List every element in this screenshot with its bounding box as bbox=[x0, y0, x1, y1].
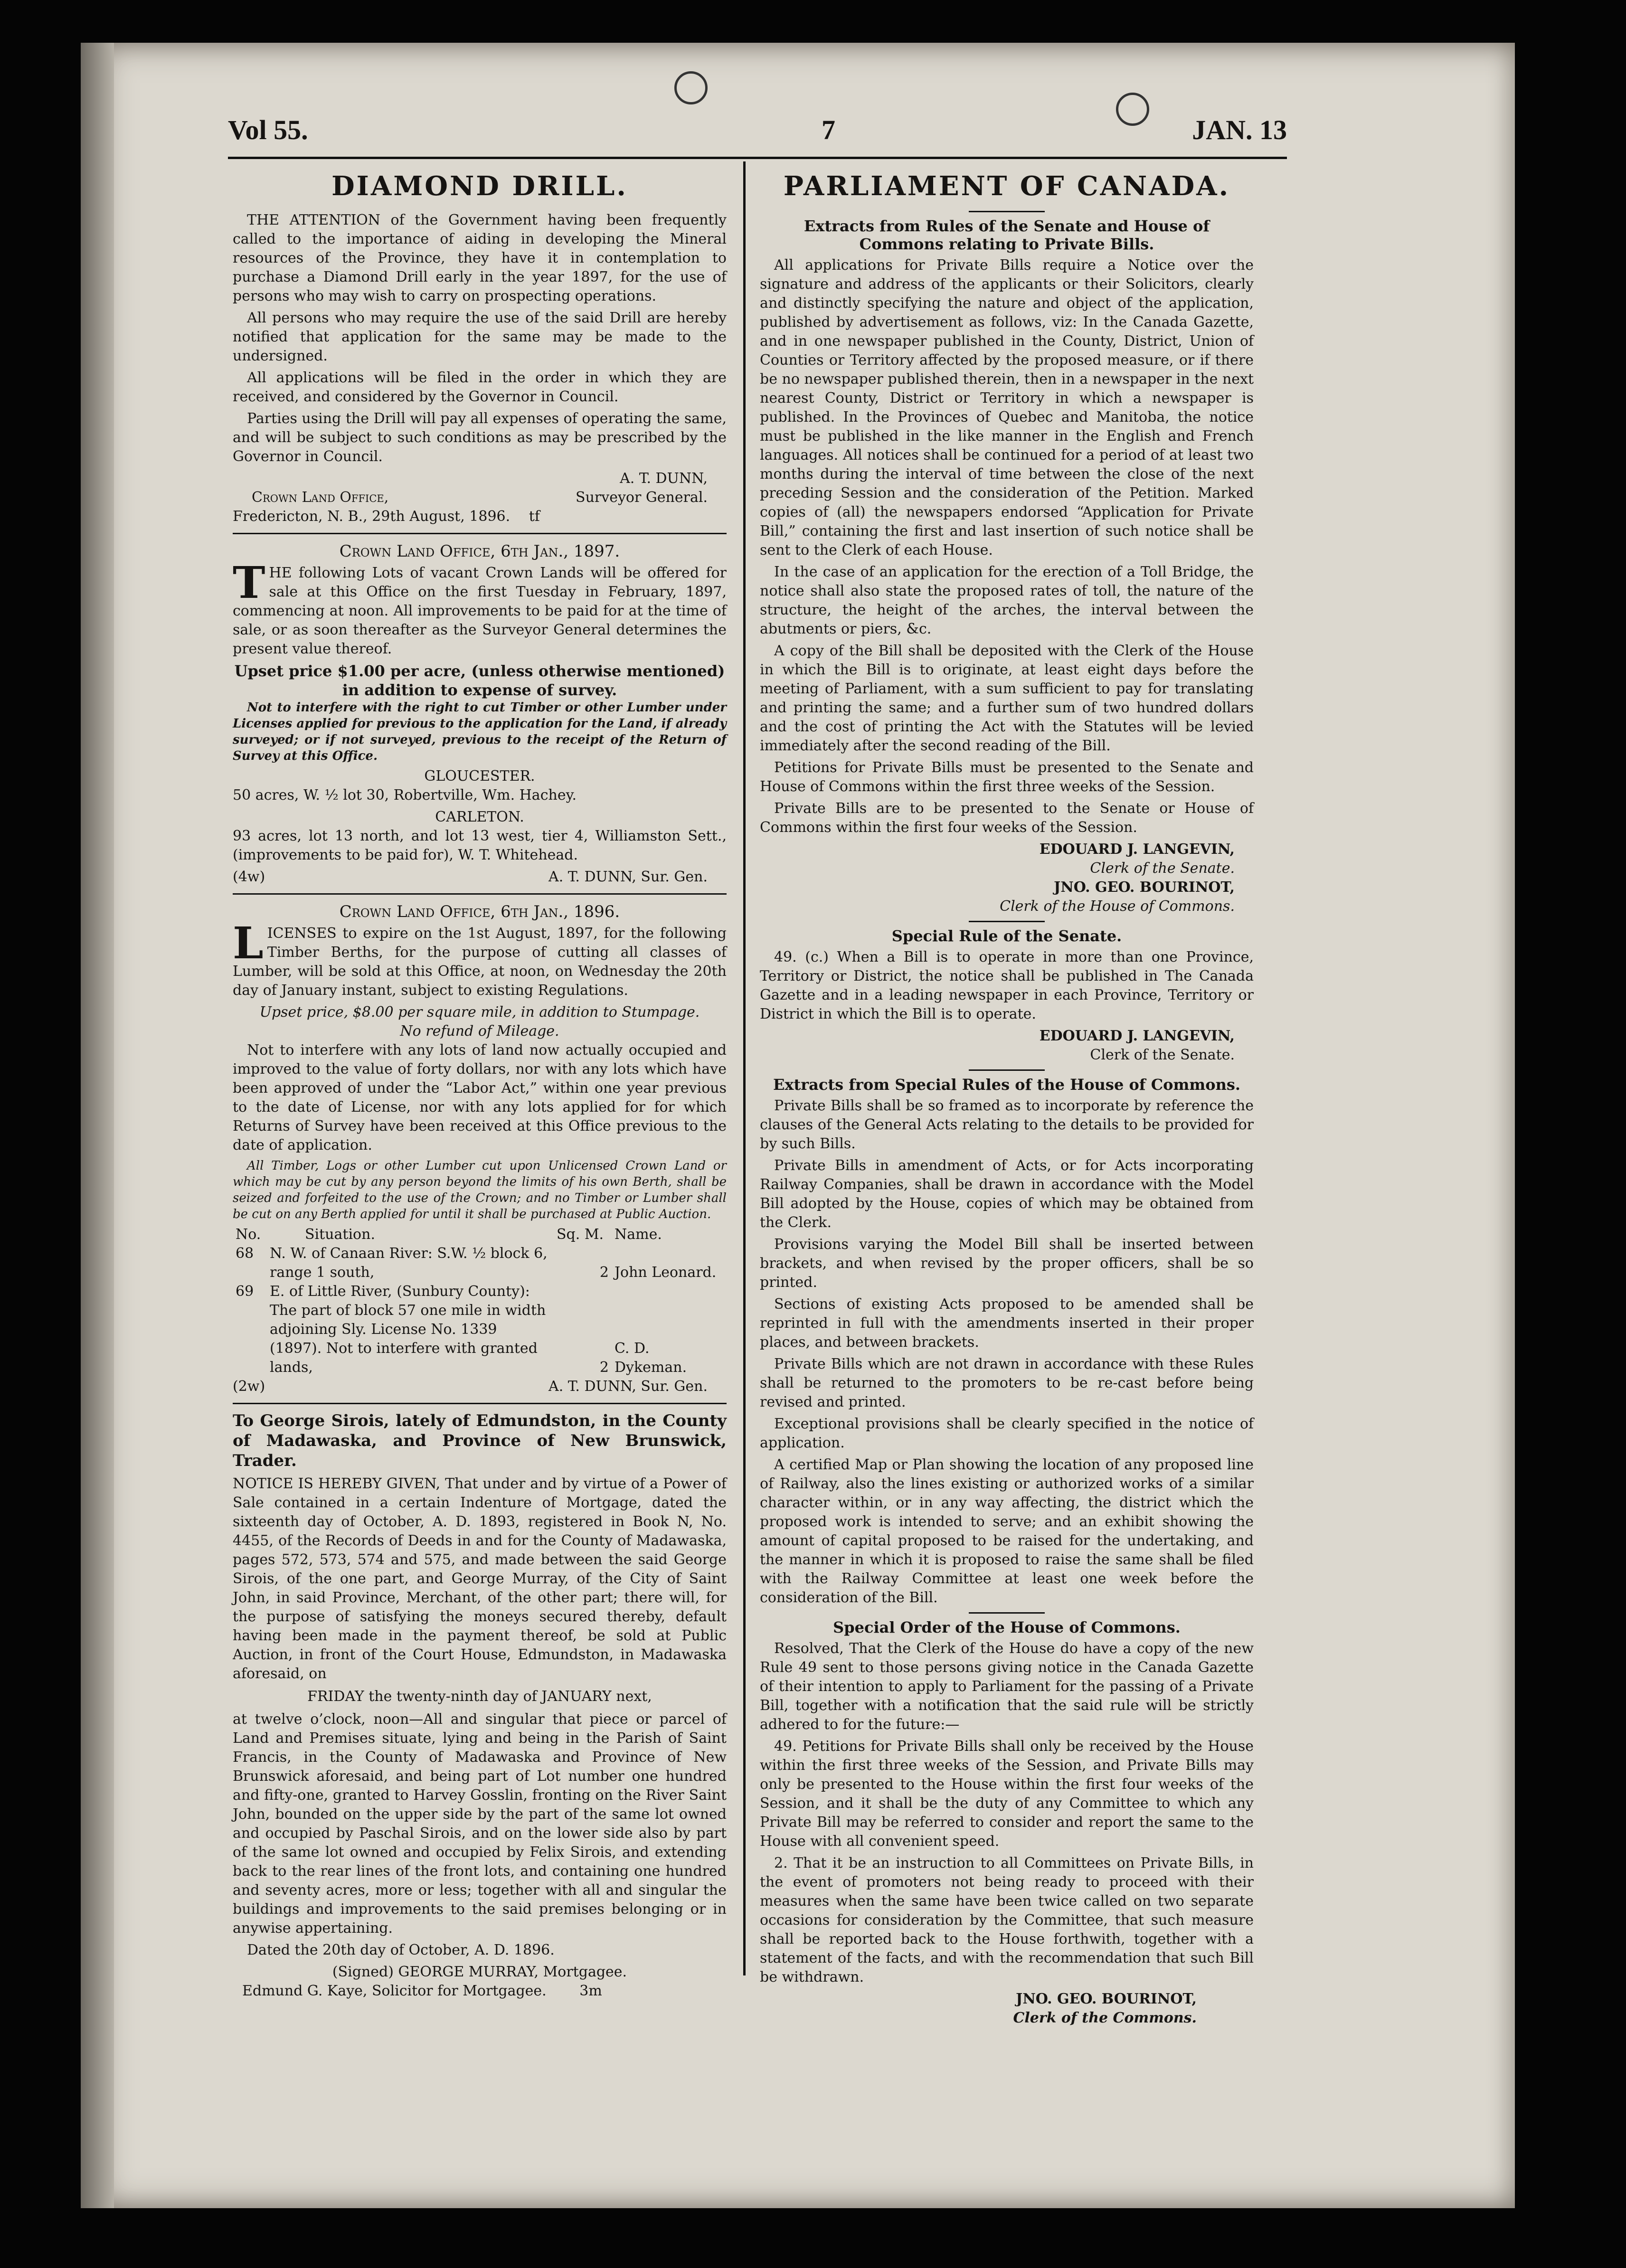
tf-mark: tf bbox=[529, 508, 540, 525]
signer: JNO. GEO. BOURINOT, bbox=[1054, 879, 1235, 896]
paragraph: Not to interfere with any lots of land now actually occupied and improved to the value of forty dollars, nor with any lots which have been approved of under the “Labor Act,” within one year previous to the date of License, nor with any lots applied for for which Returns of Survey have been received at this Office previous to the date of application. bbox=[233, 1042, 727, 1153]
column-header: No. bbox=[236, 1226, 261, 1243]
lots-body: HE following Lots of vacant Crown Lands will be offered for sale at this Office on the first Tuesday in February, 1897, commencing at noon. All improvements to be paid for at the time of sale, or as soon thereafter as the Surveyor General determines the present value thereof. bbox=[233, 565, 727, 657]
divider bbox=[233, 1403, 727, 1404]
column-rule bbox=[743, 161, 746, 1975]
paragraph: All applications will be filed in the order in which they are received, and considered by the Governor in Council. bbox=[233, 369, 727, 405]
paragraph: Resolved, That the Clerk of the House do have a copy of the new Rule 49 sent to those persons giving notice in the Canada Gazette of their intention to apply to Parliament for the passing of a Private Bill, together with a notification that the said rule will be strictly adhered to for the future:— bbox=[760, 1640, 1254, 1733]
mortgage-notice bbox=[233, 1411, 727, 2001]
paragraph: 2. That it be an instruction to all Committees on Private Bills, in the event of promoters not being ready to proceed with their measures when the same have been twice called on two separate occasions for consideration by the Committee, that such measure shall be reported back to the House forthwith, together with a statement of the facts, and with the recommendation that such Bill be withdrawn. bbox=[760, 1855, 1254, 1985]
signature-row bbox=[233, 868, 727, 887]
signer: EDOUARD J. LANGEVIN, bbox=[1039, 1028, 1235, 1044]
paragraph: All persons who may require the use of the said Drill are hereby notified that application for the same may be made to the undersigned. bbox=[233, 310, 727, 364]
lot-entry: 93 acres, lot 13 north, and lot 13 west, tier 4, Williamston Sett., (improvements to be paid for), W. T. Whitehead. bbox=[233, 828, 727, 863]
section-heading: Crown Land Office, 6th Jan., 1896. bbox=[339, 902, 620, 921]
binding-spine bbox=[81, 43, 114, 2208]
signer: JNO. GEO. BOURINOT, bbox=[1016, 1991, 1197, 2007]
paragraph: Petitions for Private Bills must be presented to the Senate and House of Commons within the first three weeks of the Session. bbox=[760, 759, 1254, 795]
column-header: Name. bbox=[614, 1226, 662, 1243]
paragraph: 49. (c.) When a Bill is to operate in more than one Province, Territory or District, the notice shall be published in The Canada Gazette and in a leading newspaper in each Province, Territory or District in which the Bill is to operate. bbox=[760, 949, 1254, 1022]
paragraph: In the case of an application for the erection of a Toll Bridge, the notice shall also state the proposed rates of toll, the nature of the structure, the height of the arches, the interval between the abutments or piers, &c. bbox=[760, 564, 1254, 637]
parliament-title: PARLIAMENT OF CANADA. bbox=[783, 170, 1230, 202]
volume-label: Vol 55. bbox=[228, 114, 308, 145]
lot-name: John Leonard. bbox=[614, 1264, 717, 1281]
upset-price: Upset price $1.00 per acre, (unless otherwise mentioned) in addition to expense of survey. bbox=[234, 662, 725, 699]
office-label: Crown Land Office, bbox=[252, 489, 389, 506]
divider bbox=[233, 533, 727, 534]
place-date: Fredericton, N. B., 29th August, 1896. bbox=[233, 508, 510, 525]
table-row bbox=[233, 1244, 727, 1282]
paragraph: 49. Petitions for Private Bills shall only be received by the House within the first three weeks of the Session, and Private Bills may only be presented to the House within the first four weeks of the Session, and it shall be the duty of any Committee to which any Private Bill may be referred to consider and report the same to the House with all convenient speed. bbox=[760, 1738, 1254, 1850]
signer-title: Clerk of the Commons. bbox=[1013, 2010, 1197, 2026]
paragraph bbox=[233, 557, 727, 659]
refund-note: No refund of Mileage. bbox=[400, 1023, 559, 1040]
lot-sqm: 2 bbox=[599, 1264, 609, 1281]
paragraph: A certified Map or Plan showing the location of any proposed line of Railway, also the lines existing or authorized works of a similar character within, or in any way affecting, the district which the proposed work is intended to serve; and an exhibit showing the amount of capital proposed to be raised for the undertaking, and the manner in which it is proposed to raise the same shall be filed with the Railway Committee at least one week before the consideration of the Bill. bbox=[760, 1456, 1254, 1606]
drop-cap: L bbox=[233, 917, 264, 969]
section-heading: Extracts from Special Rules of the House of Commons. bbox=[773, 1076, 1240, 1094]
signature-row bbox=[233, 1377, 727, 1396]
insertion-tag: (2w) bbox=[233, 1378, 265, 1395]
paragraph: Exceptional provisions shall be clearly specified in the notice of application. bbox=[760, 1416, 1254, 1451]
solicitor-row bbox=[233, 1982, 727, 2001]
section-heading: Crown Land Office, 6th Jan., 1897. bbox=[339, 542, 620, 561]
section-heading: Special Order of the House of Commons. bbox=[833, 1618, 1181, 1636]
lots-notice: Not to interfere with the right to cut Timber or other Lumber under Licenses applied for previous to the application for the Land, if already surveyed; or if not surveyed, previous to the receipt of the Return of Survey at this Office. bbox=[233, 700, 727, 763]
section-heading: Extracts from Rules of the Senate and House of Commons relating to Private Bills. bbox=[804, 217, 1210, 253]
signer-title: Clerk of the House of Commons. bbox=[1000, 898, 1235, 915]
county-heading: GLOUCESTER. bbox=[424, 768, 535, 784]
berths-table bbox=[233, 1225, 727, 1377]
signer-title: Clerk of the Senate. bbox=[1090, 860, 1235, 877]
paragraph: THE ATTENTION of the Government having been frequently called to the importance of aiding in developing the Mineral resources of the Province, they have it in contemplation to purchase a Diamond Drill early in the year 1897, for the use of persons who may wish to carry on prospecting operations. bbox=[233, 212, 727, 304]
sale-date: FRIDAY the twenty-ninth day of JANUARY next, bbox=[307, 1688, 652, 1705]
paragraph: All applications for Private Bills require a Notice over the signature and address of the applicants or their Solicitors, clearly and distinctly specifying the nature and object of the application, published by advertisement as follows, viz: In the Canada Gazette, and in one newspaper published in the County, District, Union of Counties or Territory affected by the proposed measure, or if there be no newspaper published therein, then in a newspaper in the next nearest County, District or Territory in which a newspaper is published. In the Provinces of Quebec and Manitoba, the notice must be published in the like manner in the English and French languages. All notices shall be continued for a period of at least two months during the interval of time between the close of the next preceding Session and the consideration of the Petition. Marked copies of (all) the newspapers endorsed “Application for Private Bill,” containing the first and last insertion of such notice shall be sent to the Clerk of each House. bbox=[760, 257, 1254, 558]
paragraph: Private Bills are to be presented to the Senate or House of Commons within the first four weeks of the Session. bbox=[760, 800, 1254, 836]
place-date-row bbox=[233, 507, 727, 526]
paragraph: at twelve o’clock, noon—All and singular that piece or parcel of Land and Premises situate, lying and being in the Parish of Saint Francis, in the County of Madawaska and Province of New Brunswick aforesaid, and being part of Lot number one hundred and fifty-one, granted to Harvey Gosslin, fronting on the River Saint John, bounded on the upper side by the part of the same lot owned and occupied by Paschal Sirois, and on the lower side also by part of the same lot owned and occupied by Felix Sirois, and extending back to the rear lines of the front lots, and containing one hundred and seventy acres, more or less; together with all and singular the buildings and improvements to the said premises belonging or in anywise appertaining. bbox=[233, 1711, 727, 1937]
lot-situation: E. of Little River, (Sunbury County): The part of block 57 one mile in width adjoining Sly. License No. 1339 (1897). Not to interfere with granted lands, bbox=[270, 1283, 546, 1376]
table-row bbox=[233, 1282, 727, 1377]
paragraph: NOTICE IS HEREBY GIVEN, That under and by virtue of a Power of Sale contained in a certain Indenture of Mortgage, dated the sixteenth day of October, A. D. 1893, registered in Book N, No. 4455, of the Records of Deeds in and for the County of Madawaska, pages 572, 573, 574 and 575, and made between the said George Sirois, of the one part, and George Murray, of the City of Saint John, in said Province, Merchant, of the other part; there will, for the purpose of satisfying the moneys secured thereby, default having been made in the payment thereof, be sold at Public Auction, in front of the Court House, Edmundston, in Madawaska aforesaid, on bbox=[233, 1475, 727, 1682]
issue-date: JAN. 13 bbox=[1192, 114, 1287, 145]
signer: A. T. DUNN, Sur. Gen. bbox=[548, 869, 708, 885]
right-column bbox=[760, 171, 1254, 2028]
divider bbox=[969, 211, 1045, 212]
diamond-drill-notice bbox=[233, 171, 727, 526]
paragraph: Private Bills shall be so framed as to incorporate by reference the clauses of the General Acts relating to the details to be provided for by such Bills. bbox=[760, 1097, 1254, 1152]
section-heading: Special Rule of the Senate. bbox=[891, 927, 1122, 945]
paragraph: Parties using the Drill will pay all expenses of operating the same, and will be subject to such conditions as may be prescribed by the Governor in Council. bbox=[233, 410, 727, 465]
diamond-drill-title: DIAMOND DRILL. bbox=[331, 170, 628, 202]
insertion-tag: 3m bbox=[579, 1983, 602, 1999]
divider bbox=[969, 921, 1045, 922]
header-rule bbox=[228, 157, 1287, 159]
signer: A. T. DUNN, Sur. Gen. bbox=[548, 1378, 708, 1395]
solicitor: Edmund G. Kaye, Solicitor for Mortgagee. bbox=[242, 1983, 547, 1999]
signer: EDOUARD J. LANGEVIN, bbox=[1039, 841, 1235, 858]
county-heading: CARLETON. bbox=[435, 809, 524, 825]
column-header: Situation. bbox=[305, 1226, 375, 1243]
signed-line: (Signed) GEORGE MURRAY, Mortgagee. bbox=[332, 1964, 627, 1980]
paragraph: Provisions varying the Model Bill shall be inserted between brackets, and when revised by the proper officers, shall be so printed. bbox=[760, 1236, 1254, 1291]
signer-role: Surveyor General. bbox=[576, 489, 708, 506]
paragraph: Sections of existing Acts proposed to be amended shall be reprinted in full with the amendments inserted in their proper places, and between brackets. bbox=[760, 1296, 1254, 1351]
punch-hole-icon bbox=[1116, 93, 1149, 126]
paragraph bbox=[233, 917, 727, 1000]
newspaper-page bbox=[81, 43, 1515, 2208]
upset-price: Upset price, $8.00 per square mile, in addition to Stumpage. bbox=[259, 1004, 700, 1021]
divider bbox=[969, 1069, 1045, 1071]
insertion-tag: (4w) bbox=[233, 869, 265, 885]
mortgage-heading: To George Sirois, lately of Edmundston, in the County of Madawaska, and Province of New Brunswick, Trader. bbox=[233, 1411, 727, 1470]
divider bbox=[969, 1612, 1045, 1614]
lot-number: 69 bbox=[236, 1283, 254, 1300]
paragraph: A copy of the Bill shall be deposited with the Clerk of the House in which the Bill is to originate, at least eight days before the meeting of Parliament, with a sum sufficient to pay for translating and printing the same; and a further sum of two hundred dollars and the cost of printing the Act with the Statutes will be levied immediately after the second reading of the Bill. bbox=[760, 643, 1254, 754]
divider bbox=[233, 893, 727, 895]
lot-entry: 50 acres, W. ½ lot 30, Robertville, Wm. Hachey. bbox=[233, 787, 577, 803]
column-header: Sq. M. bbox=[557, 1226, 604, 1243]
licenses-notice bbox=[233, 902, 727, 1396]
paragraph: Private Bills which are not drawn in accordance with these Rules shall be returned to the promoters to be re-cast before being revised and printed. bbox=[760, 1356, 1254, 1410]
punch-hole-icon bbox=[674, 71, 708, 104]
drop-cap: T bbox=[233, 557, 265, 608]
signature-row bbox=[233, 488, 727, 507]
lot-sqm: 2 bbox=[599, 1359, 609, 1376]
lot-number: 68 bbox=[236, 1245, 254, 1262]
paragraph: Private Bills in amendment of Acts, or for Acts incorporating Railway Companies, shall be drawn in accordance with the Model Bill adopted by the House, copies of which may be obtained from the Clerk. bbox=[760, 1157, 1254, 1231]
licenses-notice: All Timber, Logs or other Lumber cut upon Unlicensed Crown Land or which may be cut by any person beyond the limits of his own Berth, shall be seized and forfeited to the use of the Crown; and no Timber or Lumber shall be cut on any Berth applied for until it shall be purchased at Public Auction. bbox=[233, 1159, 727, 1221]
page-number: 7 bbox=[822, 114, 835, 145]
licenses-body: ICENSES to expire on the 1st August, 1897, for the following Timber Berths, for the purpose of cutting all classes of Lumber, will be sold at this Office, at noon, on Wednesday the 20th day of January instant, subject to existing Regulations. bbox=[233, 925, 727, 999]
table-header-row bbox=[233, 1225, 727, 1244]
left-column bbox=[233, 171, 727, 2001]
dated-line: Dated the 20th day of October, A. D. 1896. bbox=[247, 1942, 555, 1958]
lot-name: C. D. Dykeman. bbox=[614, 1340, 687, 1376]
lot-situation: N. W. of Canaan River: S.W. ½ block 6, range 1 south, bbox=[270, 1245, 548, 1281]
crown-land-lots-notice bbox=[233, 542, 727, 887]
signer-title: Clerk of the Senate. bbox=[1090, 1047, 1235, 1063]
signer: A. T. DUNN, bbox=[620, 470, 708, 487]
